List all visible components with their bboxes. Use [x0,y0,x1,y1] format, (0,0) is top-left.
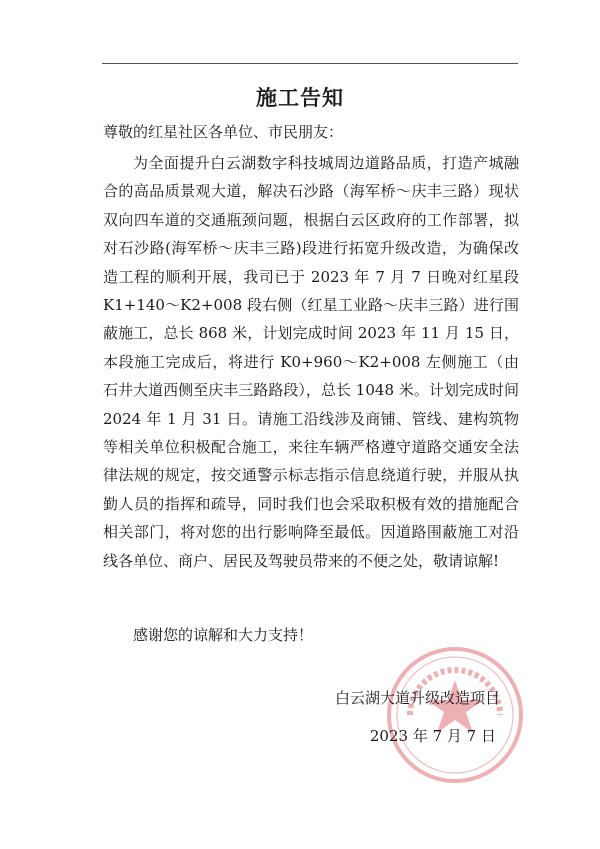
header-rule [102,63,518,64]
signature-org: 白云湖大道升级改造项目 [334,689,500,707]
thanks-line: 感谢您的谅解和大力支持！ [133,626,314,644]
greeting: 尊敬的红星社区各单位、市民朋友： [103,123,344,141]
signature-date: 2023 年 7 月 7 日 [369,727,496,745]
page-title: 施工告知 [256,86,344,110]
notice-body: 为全面提升白云湖数字科技城周边道路品质，打造产城融合的高品质景观大道，解决石沙路（海军桥～庆丰三路）现状双向四车道的交通瓶颈问题，根据白云区政府的工作部署，拟对石沙路(海军桥～庆丰三路)段进行拓宽升级改造，为确保改造工程的顺利开展，我司已于 2023 年 7 月 7 日晚对红星段 K1+140～K2+008 段右侧（红星工业路～庆丰三路）进行围蔽施工，总长 868 米，计划完成时间 2023 年 11 月 15 日，本段施工完成后，将进行 K0+960～K2+008 左侧施工（由石井大道西侧至庆丰三路路段），总长 1048 米。计划完成时间 2024 年 1 月 31 日。请施工沿线涉及商铺、管线、建构筑物等相关单位积极配合施工，来往车辆严格遵守道路交通安全法律法规的规定，按交通警示标志指示信息绕道行驶，并服从执勤人员的指挥和疏导，同时我们也会采取积极有效的措施配合相关部门，将对您的出行影响降至最低。因道路围蔽施工对沿线各单位、商户、居民及驾驶员带来的不便之处，敬请谅解! [103,154,519,570]
official-seal-stamp [380,640,530,790]
